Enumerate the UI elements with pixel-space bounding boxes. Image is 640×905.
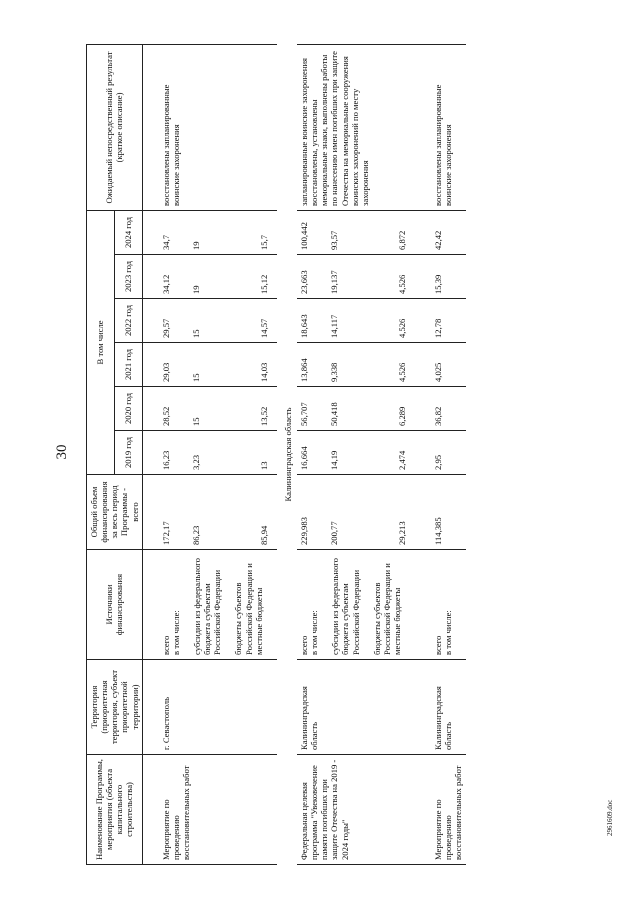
value: 13,52 <box>258 406 269 426</box>
value: 13 <box>258 461 269 470</box>
total-cell <box>159 475 277 550</box>
header-year: 2022 год <box>114 299 142 343</box>
value: 9,338 <box>329 362 340 382</box>
value: 200,77 <box>329 521 340 545</box>
value: 4,526 <box>397 274 408 294</box>
territory: Калининградская область <box>297 660 415 755</box>
expected-result: восстановлены запланированные воинские захоронения <box>431 44 465 210</box>
source-label: субсидии из федерального бюджета субъектам Российской Федерации <box>330 558 361 655</box>
value: 15 <box>190 329 201 338</box>
value: 18,643 <box>298 314 309 338</box>
value: 19 <box>190 241 201 250</box>
table-row <box>159 44 277 864</box>
value: 14,19 <box>329 450 340 470</box>
value: 42,42 <box>431 210 465 254</box>
value: 14,03 <box>258 362 269 382</box>
source-label: бюджеты субъектов Российской Федерации и местные бюджеты <box>371 563 402 655</box>
value: 16,23 <box>160 450 171 470</box>
value: 114,385 <box>431 475 465 550</box>
value: 19 <box>190 285 201 294</box>
value: 23,663 <box>298 270 309 294</box>
header-including: В том числе <box>87 210 115 474</box>
territory: г. Севастополь <box>159 660 277 755</box>
header-year: 2024 год <box>114 210 142 254</box>
measure-name: Мероприятие по проведению восстановительных работ <box>159 755 277 865</box>
value: 2,474 <box>397 450 408 470</box>
header-territory: Территория (приоритетная территория, субъект приоритетной территории) <box>87 660 143 755</box>
value: 4,025 <box>431 343 465 387</box>
source-label: всего <box>298 635 309 655</box>
source-label: всего <box>160 635 171 655</box>
header-result: Ожидаемый непосредственный результат (краткое описание) <box>87 44 143 210</box>
value: 29,213 <box>397 521 408 545</box>
header-year: 2020 год <box>114 387 142 431</box>
value: 29,57 <box>160 318 171 338</box>
territory: Калининградская область <box>431 660 465 755</box>
table-row <box>431 44 465 864</box>
value: 100,442 <box>298 222 309 250</box>
source-label: в том числе: <box>170 610 181 655</box>
value: 86,23 <box>190 525 201 545</box>
value: 15 <box>190 373 201 382</box>
region-heading-row <box>277 44 297 864</box>
value: 14,57 <box>258 318 269 338</box>
value: 6,289 <box>397 406 408 426</box>
source-label: всего <box>433 635 444 655</box>
value: 56,707 <box>298 402 309 426</box>
header-year: 2021 год <box>114 343 142 387</box>
document-code: 2961609.doc <box>606 799 614 836</box>
region-heading: Калининградская область <box>282 407 293 502</box>
value: 13,864 <box>298 358 309 382</box>
source-label: бюджеты субъектов Российской Федерации и местные бюджеты <box>233 563 264 655</box>
value: 85,94 <box>258 525 269 545</box>
financing-table <box>86 44 466 865</box>
value: 4,526 <box>397 318 408 338</box>
value: 229,983 <box>298 517 309 545</box>
value: 34,7 <box>160 234 171 250</box>
value: 19,137 <box>329 270 340 294</box>
value: 2,95 <box>431 431 465 475</box>
value: 15,7 <box>258 234 269 250</box>
header-year: 2023 год <box>114 255 142 299</box>
header-source: Источники финансирования <box>87 550 143 660</box>
value: 36,82 <box>431 387 465 431</box>
value: 12,78 <box>431 299 465 343</box>
source-label: субсидии из федерального бюджета субъектам Российской Федерации <box>191 558 223 655</box>
rotated-table-container <box>86 45 564 865</box>
value: 50,418 <box>329 402 340 426</box>
header-year: 2019 год <box>114 431 142 475</box>
value: 15,12 <box>258 274 269 294</box>
value: 14,117 <box>329 314 340 338</box>
value: 15,39 <box>431 255 465 299</box>
expected-result: запланированные воинские захоронения восстановлены, установлены мемориальные знаки, выполнены работы по нанесению имен погибших при защите Отечества на мемориальные сооружения воинских захоронений по месту захоронения <box>297 44 415 210</box>
source-cell <box>297 550 415 660</box>
value: 28,52 <box>160 406 171 426</box>
source-cell <box>431 550 465 660</box>
source-label: в том числе: <box>309 610 320 655</box>
header-total: Общий объем финансирования за весь период Программы - всего <box>87 475 143 550</box>
value: 15 <box>190 417 201 426</box>
value: 93,57 <box>329 230 340 250</box>
program-name: Федеральная целевая программа "Увековечение памяти погибших при защите Отечества на 2019 - 2024 годы" <box>297 755 415 865</box>
expected-result: восстановлены запланированные воинские захоронения <box>159 44 277 210</box>
page-number: 30 <box>54 444 70 460</box>
value: 4,526 <box>397 362 408 382</box>
value: 6,872 <box>397 230 408 250</box>
value: 172,17 <box>160 521 171 545</box>
value: 34,12 <box>160 274 171 294</box>
table-row <box>297 44 415 864</box>
source-cell <box>159 550 277 660</box>
value: 3,23 <box>190 454 201 470</box>
value: 16,664 <box>298 446 309 470</box>
measure-name: Мероприятие по проведению восстановительных работ <box>431 755 465 865</box>
source-label: в том числе: <box>443 610 454 655</box>
value: 29,03 <box>160 362 171 382</box>
header-name: Наименование Программы, мероприятия (объекта капитального строительства) <box>87 755 143 865</box>
